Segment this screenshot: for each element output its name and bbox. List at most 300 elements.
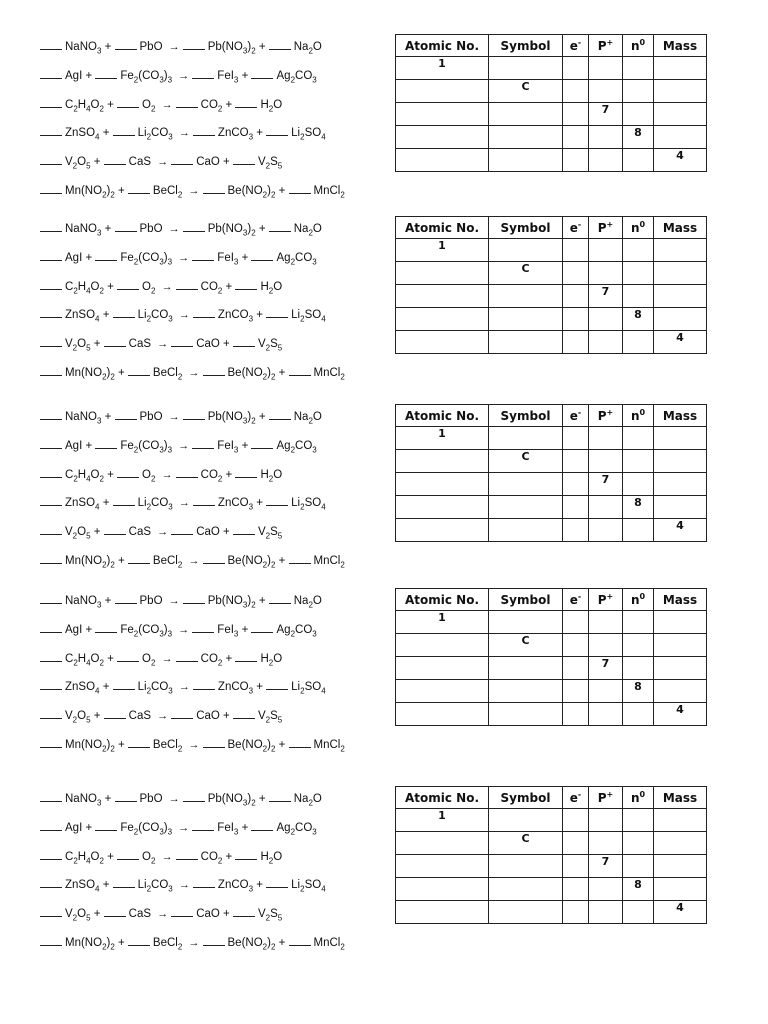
table-cell[interactable] [563, 308, 589, 331]
table-cell[interactable] [489, 855, 563, 878]
coefficient-blank[interactable] [117, 650, 139, 662]
table-cell[interactable]: 7 [589, 473, 623, 496]
superscript: - [577, 591, 582, 601]
coefficient-blank[interactable] [40, 220, 62, 232]
equation-text: O [312, 411, 322, 423]
coefficient-blank[interactable] [183, 592, 205, 604]
table-cell[interactable] [589, 331, 623, 354]
table-cell[interactable] [563, 855, 589, 878]
table-cell[interactable] [563, 285, 589, 308]
equation-text: H [260, 468, 269, 481]
table-cell[interactable]: 1 [396, 239, 489, 262]
table-cell[interactable] [589, 901, 623, 924]
table-cell[interactable] [654, 285, 707, 308]
table-cell[interactable] [654, 855, 707, 878]
table-cell[interactable] [654, 450, 707, 473]
reaction-arrow-icon: → [178, 439, 190, 452]
coefficient-blank[interactable] [128, 364, 150, 376]
table-cell[interactable] [654, 80, 707, 103]
coefficient-blank[interactable] [176, 650, 198, 662]
table-cell[interactable] [623, 855, 654, 878]
coefficient-blank[interactable] [40, 523, 62, 535]
table-cell[interactable] [589, 427, 623, 450]
coefficient-blank[interactable] [269, 408, 291, 420]
table-header-cell [489, 35, 563, 57]
table-cell[interactable] [589, 703, 623, 726]
table-cell[interactable] [563, 901, 589, 924]
equation-text: Atomic No. [404, 790, 480, 805]
coefficient-blank[interactable] [193, 124, 215, 136]
coefficient-blank[interactable] [193, 876, 215, 888]
coefficient-blank[interactable] [40, 650, 62, 662]
equation-text: + [255, 595, 269, 607]
equation-text: O [273, 468, 283, 481]
coefficient-blank[interactable] [171, 335, 193, 347]
table-cell[interactable] [396, 473, 489, 496]
table-cell[interactable] [654, 634, 707, 657]
table-cell[interactable] [563, 703, 589, 726]
coefficient-blank[interactable] [289, 182, 311, 194]
table-cell[interactable] [623, 809, 654, 832]
table-cell[interactable] [489, 427, 563, 450]
table-cell[interactable] [489, 703, 563, 726]
table-cell[interactable] [489, 809, 563, 832]
coefficient-blank[interactable] [233, 707, 255, 719]
table-cell[interactable] [396, 450, 489, 473]
table-cell[interactable] [589, 878, 623, 901]
table-cell[interactable] [589, 57, 623, 80]
equation-text: ZnCO [217, 879, 249, 892]
table-cell[interactable] [589, 611, 623, 634]
coefficient-blank[interactable] [115, 790, 137, 802]
coefficient-blank[interactable] [40, 934, 62, 946]
table-cell[interactable]: C [489, 450, 563, 473]
coefficient-blank[interactable] [203, 552, 225, 564]
superscript: - [577, 37, 582, 47]
equation-text: + [101, 41, 115, 53]
table-cell[interactable] [489, 901, 563, 924]
coefficient-blank[interactable] [40, 182, 62, 194]
coefficient-blank[interactable] [176, 848, 198, 860]
table-cell[interactable] [623, 262, 654, 285]
table-cell[interactable] [654, 832, 707, 855]
table-header-cell [489, 589, 563, 611]
coefficient-blank[interactable] [40, 124, 62, 136]
coefficient-blank[interactable] [233, 153, 255, 165]
table-cell[interactable] [589, 80, 623, 103]
table-cell[interactable] [489, 611, 563, 634]
coefficient-blank[interactable] [193, 678, 215, 690]
coefficient-blank[interactable] [104, 523, 126, 535]
table-cell[interactable] [489, 519, 563, 542]
table-cell[interactable] [654, 262, 707, 285]
table-cell[interactable] [563, 519, 589, 542]
coefficient-blank[interactable] [40, 408, 62, 420]
coefficient-blank[interactable] [183, 408, 205, 420]
table-cell[interactable] [589, 634, 623, 657]
table-cell[interactable] [489, 239, 563, 262]
coefficient-blank[interactable] [192, 249, 214, 261]
table-cell[interactable]: 1 [396, 57, 489, 80]
table-cell[interactable] [563, 450, 589, 473]
table-cell[interactable] [396, 878, 489, 901]
table-cell[interactable]: C [489, 634, 563, 657]
table-cell[interactable]: C [489, 80, 563, 103]
table-cell[interactable]: 1 [396, 809, 489, 832]
coefficient-blank[interactable] [40, 848, 62, 860]
coefficient-blank[interactable] [251, 819, 273, 831]
equation-text: ZnSO [65, 879, 96, 892]
table-cell[interactable] [623, 611, 654, 634]
table-cell[interactable] [563, 634, 589, 657]
table-cell[interactable] [563, 331, 589, 354]
table-cell[interactable] [589, 450, 623, 473]
coefficient-blank[interactable] [115, 408, 137, 420]
table-cell[interactable] [489, 496, 563, 519]
table-row [396, 473, 707, 496]
subscript: 5 [86, 531, 91, 541]
table-cell[interactable] [396, 855, 489, 878]
table-cell[interactable]: 4 [654, 901, 707, 924]
table-cell[interactable] [563, 427, 589, 450]
coefficient-blank[interactable] [289, 736, 311, 748]
coefficient-blank[interactable] [203, 736, 225, 748]
table-cell[interactable] [396, 149, 489, 172]
coefficient-blank[interactable] [192, 621, 214, 633]
table-cell[interactable] [654, 473, 707, 496]
table-cell[interactable] [623, 473, 654, 496]
coefficient-blank[interactable] [176, 278, 198, 290]
table-cell[interactable] [489, 149, 563, 172]
table-cell[interactable]: 8 [623, 878, 654, 901]
coefficient-blank[interactable] [251, 437, 273, 449]
coefficient-blank[interactable] [183, 790, 205, 802]
reaction-arrow-icon: → [157, 710, 169, 723]
coefficient-blank[interactable] [233, 905, 255, 917]
coefficient-blank[interactable] [113, 306, 135, 318]
table-cell[interactable] [396, 285, 489, 308]
coefficient-blank[interactable] [40, 38, 62, 50]
table-cell[interactable] [654, 427, 707, 450]
table-cell[interactable] [654, 239, 707, 262]
coefficient-blank[interactable] [235, 278, 257, 290]
table-cell[interactable] [489, 57, 563, 80]
coefficient-blank[interactable] [40, 621, 62, 633]
coefficient-blank[interactable] [117, 848, 139, 860]
table-cell[interactable] [396, 126, 489, 149]
coefficient-blank[interactable] [40, 437, 62, 449]
coefficient-blank[interactable] [171, 905, 193, 917]
coefficient-blank[interactable] [235, 848, 257, 860]
coefficient-blank[interactable] [251, 249, 273, 261]
table-cell[interactable]: 4 [654, 703, 707, 726]
table-cell[interactable] [589, 519, 623, 542]
table-cell[interactable]: 7 [589, 855, 623, 878]
table-cell[interactable] [654, 57, 707, 80]
table-cell[interactable] [563, 80, 589, 103]
table-cell[interactable] [623, 103, 654, 126]
table-cell[interactable]: C [489, 262, 563, 285]
table-cell[interactable] [563, 126, 589, 149]
table-cell[interactable] [563, 57, 589, 80]
coefficient-blank[interactable] [40, 736, 62, 748]
coefficient-blank[interactable] [113, 876, 135, 888]
table-cell[interactable]: 8 [623, 308, 654, 331]
equation-text: PbO [139, 793, 166, 805]
coefficient-blank[interactable] [128, 934, 150, 946]
table-cell[interactable] [589, 809, 623, 832]
table-cell[interactable] [623, 519, 654, 542]
table-cell[interactable] [489, 126, 563, 149]
equation-text: Li [137, 879, 147, 892]
coefficient-blank[interactable] [40, 707, 62, 719]
table-cell[interactable] [623, 331, 654, 354]
table-cell[interactable] [623, 80, 654, 103]
coefficient-blank[interactable] [128, 182, 150, 194]
coefficient-blank[interactable] [192, 819, 214, 831]
table-header-cell [589, 589, 623, 611]
table-cell[interactable] [396, 832, 489, 855]
table-cell[interactable]: 7 [589, 657, 623, 680]
equation-text: Fe [120, 623, 134, 636]
table-cell[interactable]: 8 [623, 126, 654, 149]
table-cell[interactable] [623, 239, 654, 262]
coefficient-blank[interactable] [40, 466, 62, 478]
table-cell[interactable] [623, 901, 654, 924]
coefficient-blank[interactable] [40, 96, 62, 108]
table-cell[interactable] [563, 878, 589, 901]
table-cell[interactable] [489, 308, 563, 331]
coefficient-blank[interactable] [40, 905, 62, 917]
table-cell[interactable] [563, 611, 589, 634]
table-cell[interactable]: 4 [654, 519, 707, 542]
equation-text: V [65, 710, 73, 723]
table-cell[interactable] [623, 285, 654, 308]
coefficient-blank[interactable] [40, 249, 62, 261]
coefficient-blank[interactable] [266, 678, 288, 690]
coefficient-blank[interactable] [95, 819, 117, 831]
table-cell[interactable] [623, 450, 654, 473]
coefficient-blank[interactable] [171, 707, 193, 719]
coefficient-blank[interactable] [40, 592, 62, 604]
equation-text: AgI + [65, 821, 96, 834]
coefficient-blank[interactable] [176, 96, 198, 108]
table-cell[interactable] [589, 496, 623, 519]
table-cell[interactable] [623, 149, 654, 172]
coefficient-blank[interactable] [115, 38, 137, 50]
table-cell[interactable] [623, 832, 654, 855]
table-cell[interactable]: 4 [654, 331, 707, 354]
coefficient-blank[interactable] [104, 905, 126, 917]
coefficient-blank[interactable] [192, 437, 214, 449]
coefficient-blank[interactable] [183, 38, 205, 50]
coefficient-blank[interactable] [104, 335, 126, 347]
coefficient-blank[interactable] [40, 678, 62, 690]
table-cell[interactable] [489, 331, 563, 354]
coefficient-blank[interactable] [117, 466, 139, 478]
coefficient-blank[interactable] [251, 67, 273, 79]
coefficient-blank[interactable] [289, 364, 311, 376]
coefficient-blank[interactable] [203, 364, 225, 376]
coefficient-blank[interactable] [233, 523, 255, 535]
coefficient-blank[interactable] [203, 934, 225, 946]
table-cell[interactable] [396, 680, 489, 703]
equation-text: CO [295, 439, 313, 452]
coefficient-blank[interactable] [113, 494, 135, 506]
coefficient-blank[interactable] [113, 124, 135, 136]
table-cell[interactable] [654, 496, 707, 519]
coefficient-blank[interactable] [289, 934, 311, 946]
table-cell[interactable] [396, 519, 489, 542]
table-cell[interactable] [563, 680, 589, 703]
table-cell[interactable] [396, 634, 489, 657]
coefficient-blank[interactable] [40, 364, 62, 376]
coefficient-blank[interactable] [192, 67, 214, 79]
table-cell[interactable] [589, 262, 623, 285]
table-cell[interactable] [396, 901, 489, 924]
coefficient-blank[interactable] [40, 790, 62, 802]
table-cell[interactable] [589, 680, 623, 703]
coefficient-blank[interactable] [95, 67, 117, 79]
equation-text: ) [267, 184, 271, 197]
coefficient-blank[interactable] [115, 220, 137, 232]
coefficient-blank[interactable] [235, 466, 257, 478]
coefficient-blank[interactable] [95, 621, 117, 633]
coefficient-blank[interactable] [269, 790, 291, 802]
table-cell[interactable] [623, 427, 654, 450]
coefficient-blank[interactable] [40, 819, 62, 831]
table-cell[interactable]: 7 [589, 103, 623, 126]
coefficient-blank[interactable] [95, 437, 117, 449]
coefficient-blank[interactable] [40, 67, 62, 79]
coefficient-blank[interactable] [117, 96, 139, 108]
coefficient-blank[interactable] [266, 494, 288, 506]
coefficient-blank[interactable] [40, 335, 62, 347]
coefficient-blank[interactable] [289, 552, 311, 564]
equation-text: PbO [139, 411, 166, 423]
table-cell[interactable] [589, 239, 623, 262]
table-cell[interactable]: 7 [589, 285, 623, 308]
table-cell[interactable] [396, 657, 489, 680]
table-cell[interactable] [563, 473, 589, 496]
table-cell[interactable] [396, 308, 489, 331]
coefficient-blank[interactable] [233, 335, 255, 347]
reaction-arrow-icon: → [178, 821, 190, 834]
coefficient-blank[interactable] [171, 523, 193, 535]
coefficient-blank[interactable] [95, 249, 117, 261]
coefficient-blank[interactable] [266, 124, 288, 136]
table-cell[interactable] [563, 149, 589, 172]
table-cell[interactable] [589, 308, 623, 331]
coefficient-blank[interactable] [269, 220, 291, 232]
table-cell[interactable] [563, 809, 589, 832]
table-cell[interactable] [563, 832, 589, 855]
coefficient-blank[interactable] [40, 153, 62, 165]
coefficient-blank[interactable] [40, 876, 62, 888]
subscript: 2 [99, 657, 104, 667]
coefficient-blank[interactable] [113, 678, 135, 690]
coefficient-blank[interactable] [176, 466, 198, 478]
coefficient-blank[interactable] [235, 96, 257, 108]
table-cell[interactable] [623, 634, 654, 657]
table-cell[interactable] [589, 149, 623, 172]
table-cell[interactable]: 4 [654, 149, 707, 172]
table-cell[interactable]: 1 [396, 427, 489, 450]
table-cell[interactable] [396, 262, 489, 285]
table-cell[interactable] [654, 126, 707, 149]
table-cell[interactable] [396, 80, 489, 103]
table-cell[interactable] [654, 680, 707, 703]
table-cell[interactable] [654, 308, 707, 331]
table-cell[interactable]: 1 [396, 611, 489, 634]
table-cell[interactable] [396, 331, 489, 354]
coefficient-blank[interactable] [193, 494, 215, 506]
coefficient-blank[interactable] [183, 220, 205, 232]
coefficient-blank[interactable] [235, 650, 257, 662]
equation-text: + [101, 793, 115, 805]
table-cell[interactable] [489, 680, 563, 703]
coefficient-blank[interactable] [203, 182, 225, 194]
table-cell[interactable] [489, 657, 563, 680]
table-cell[interactable]: C [489, 832, 563, 855]
table-cell[interactable] [489, 103, 563, 126]
table-cell[interactable] [623, 57, 654, 80]
table-cell[interactable] [396, 496, 489, 519]
coefficient-blank[interactable] [171, 153, 193, 165]
coefficient-blank[interactable] [128, 552, 150, 564]
table-cell[interactable]: 8 [623, 680, 654, 703]
table-cell[interactable] [654, 103, 707, 126]
table-cell[interactable]: 8 [623, 496, 654, 519]
coefficient-blank[interactable] [266, 876, 288, 888]
coefficient-blank[interactable] [115, 592, 137, 604]
coefficient-blank[interactable] [269, 592, 291, 604]
coefficient-blank[interactable] [266, 306, 288, 318]
coefficient-blank[interactable] [40, 278, 62, 290]
table-cell[interactable] [589, 126, 623, 149]
table-cell[interactable] [654, 611, 707, 634]
table-cell[interactable] [489, 285, 563, 308]
table-cell[interactable] [623, 657, 654, 680]
table-cell[interactable] [489, 473, 563, 496]
table-cell[interactable] [563, 103, 589, 126]
table-cell[interactable] [563, 496, 589, 519]
coefficient-blank[interactable] [40, 494, 62, 506]
table-cell[interactable] [563, 239, 589, 262]
coefficient-blank[interactable] [104, 153, 126, 165]
coefficient-blank[interactable] [40, 552, 62, 564]
table-cell[interactable] [623, 703, 654, 726]
table-cell[interactable] [589, 832, 623, 855]
table-cell[interactable] [563, 657, 589, 680]
coefficient-blank[interactable] [117, 278, 139, 290]
coefficient-blank[interactable] [269, 38, 291, 50]
table-cell[interactable] [654, 878, 707, 901]
subscript: 2 [177, 372, 183, 382]
coefficient-blank[interactable] [193, 306, 215, 318]
table-cell[interactable] [396, 103, 489, 126]
table-cell[interactable] [654, 809, 707, 832]
table-cell[interactable] [654, 657, 707, 680]
coefficient-blank[interactable] [251, 621, 273, 633]
coefficient-blank[interactable] [104, 707, 126, 719]
equation-text: MnCl [313, 366, 341, 379]
table-cell[interactable] [563, 262, 589, 285]
coefficient-blank[interactable] [128, 736, 150, 748]
table-cell[interactable] [396, 703, 489, 726]
table-cell[interactable] [489, 878, 563, 901]
coefficient-blank[interactable] [40, 306, 62, 318]
